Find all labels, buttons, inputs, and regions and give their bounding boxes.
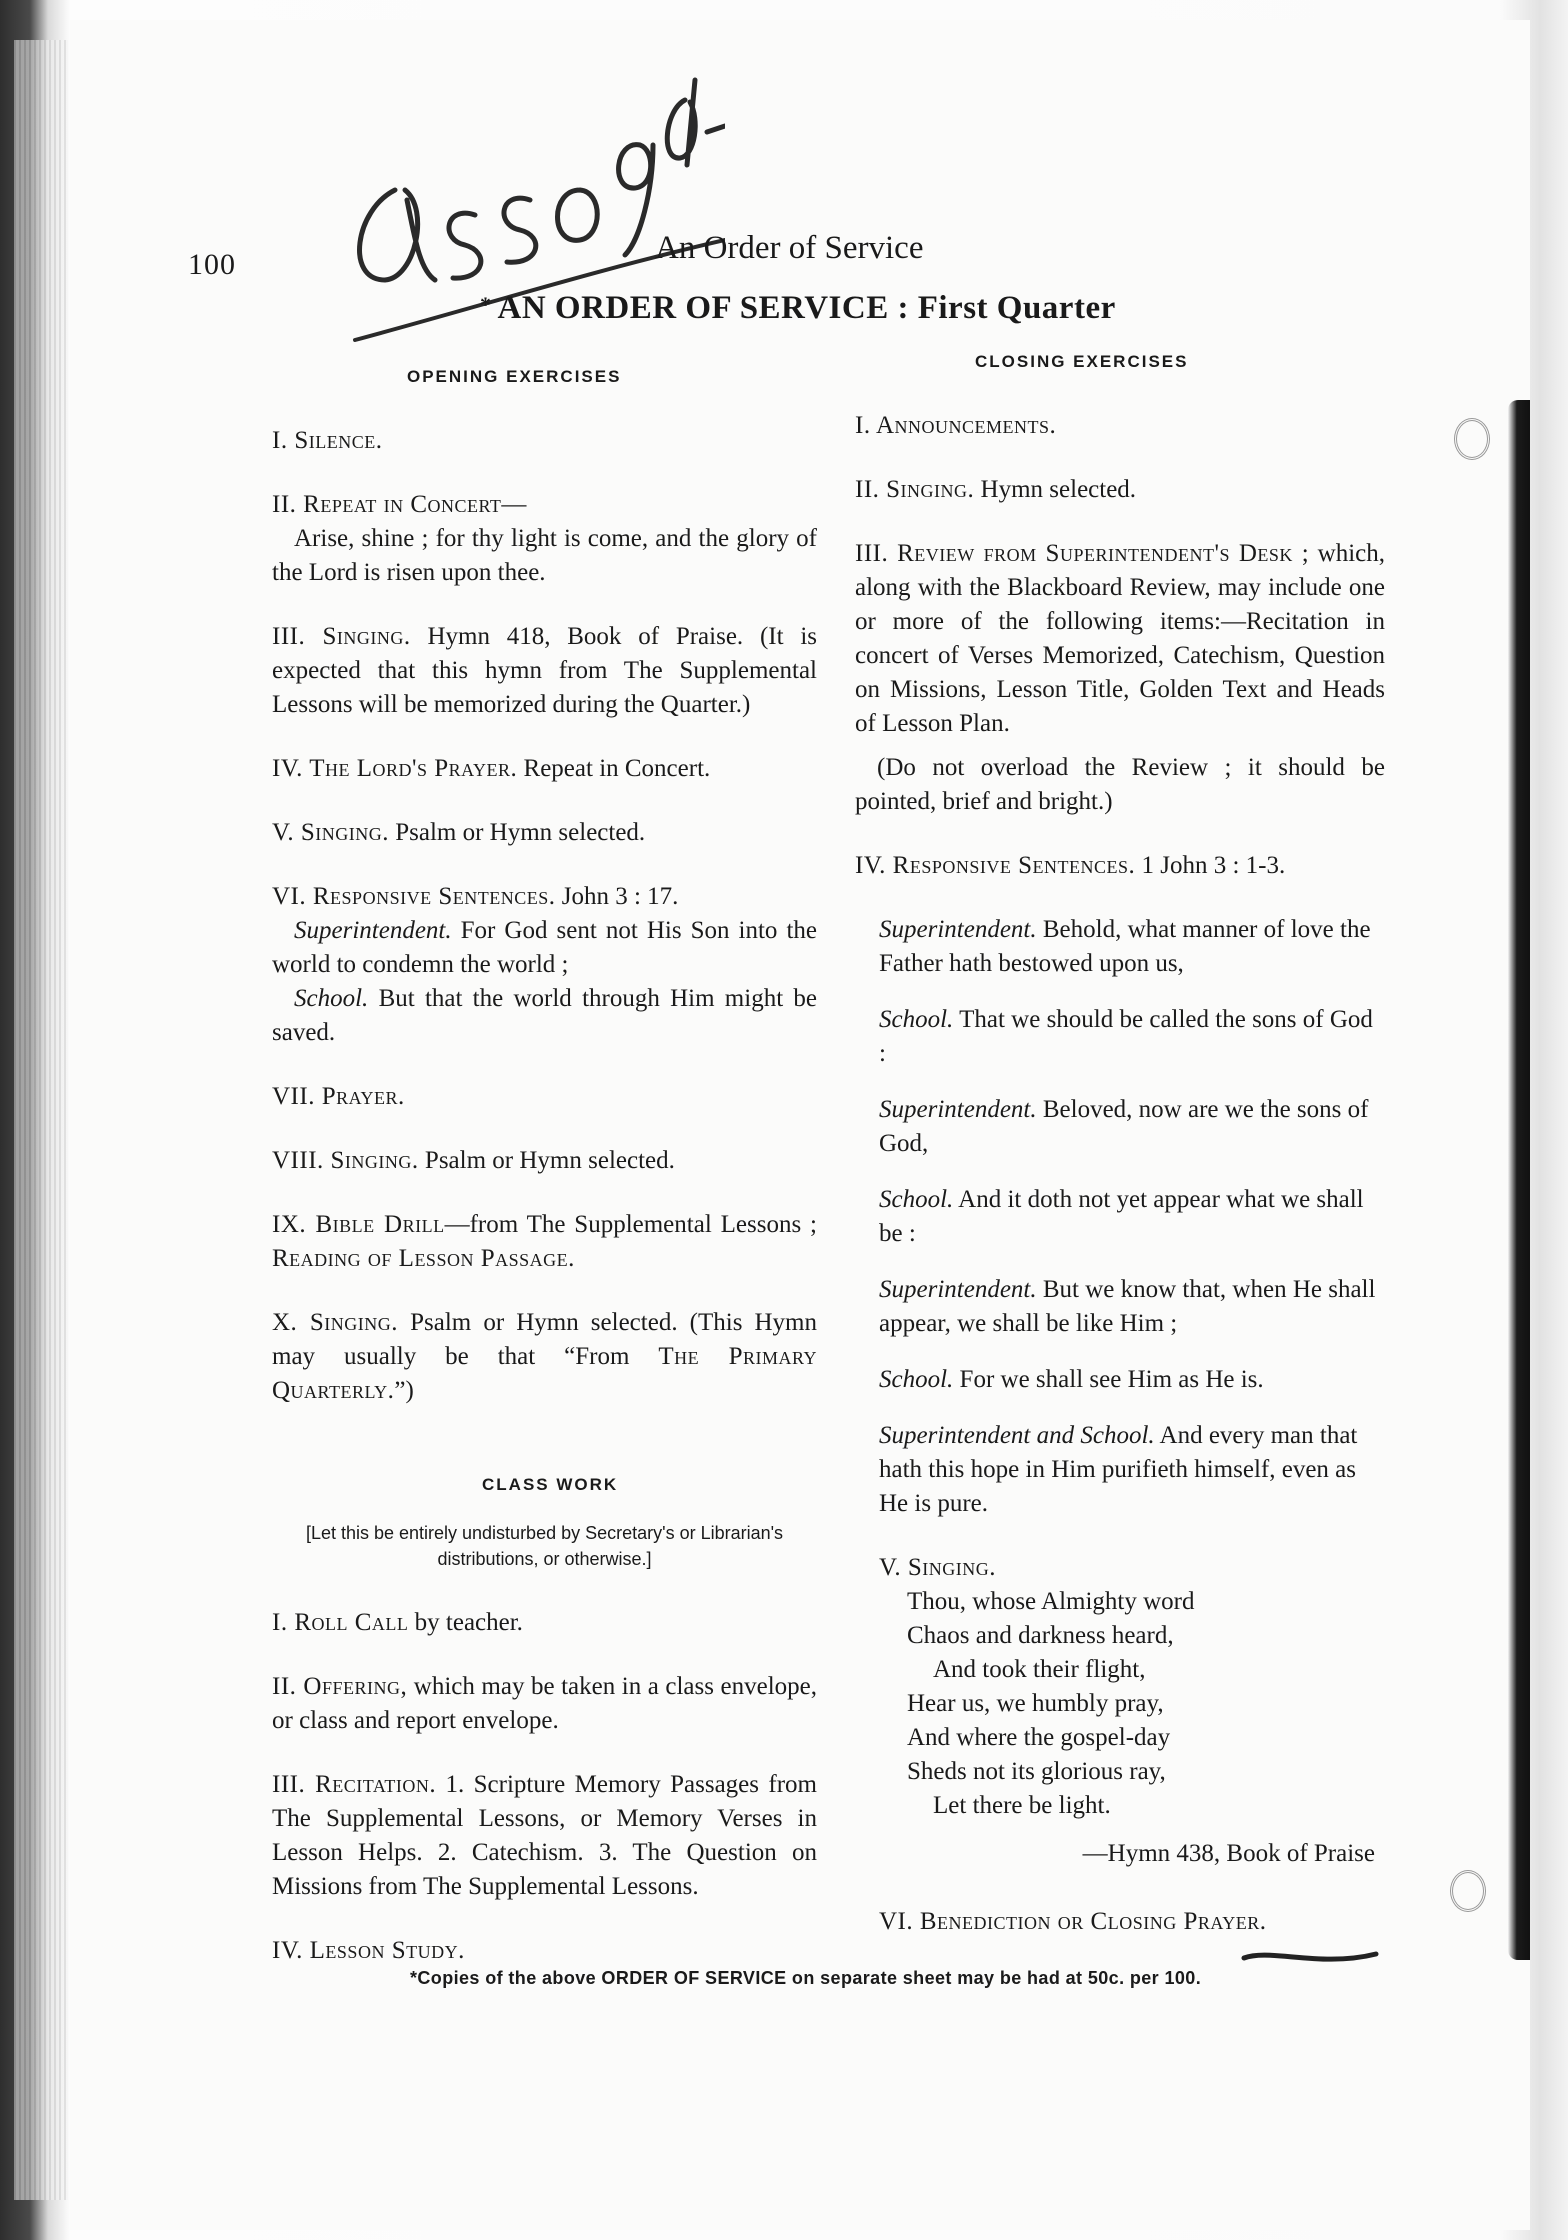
hymn-line: Thou, whose Almighty word: [907, 1588, 1195, 1615]
item-label: IV. Responsive Sentences.: [855, 852, 1136, 879]
item-label: II. Offering,: [272, 1673, 408, 1700]
opening-item-1: [272, 424, 817, 458]
item-text: Hymn 418, Book of Praise. (It is expected that this hymn from The Supplemental Lessons will be memorized during the Quarter.): [272, 623, 817, 718]
item-label: I. Silence.: [272, 427, 383, 454]
hymn-verse: [855, 1585, 1385, 1823]
response-text: For God sent not His Son into the world to condemn the world ;: [272, 917, 817, 978]
hymn-source: —Hymn 438, Book of Praise: [1082, 1840, 1375, 1867]
item-label: II. Repeat in Concert—: [272, 491, 527, 518]
classwork-item-1: [272, 1606, 817, 1640]
speaker-label: Superintendent.: [879, 1096, 1037, 1123]
item-label: III. Recitation.: [272, 1771, 437, 1798]
response-1: [855, 913, 1385, 981]
speaker-label: Superintendent.: [879, 916, 1037, 943]
speaker-label: School.: [879, 1006, 954, 1033]
title-main: AN ORDER OF SERVICE :: [497, 290, 909, 326]
opening-item-7: [272, 1080, 817, 1114]
response-text: For we shall see Him as He is.: [959, 1366, 1264, 1393]
binding-shadow: [1508, 400, 1530, 1960]
speaker-label: Superintendent and School.: [879, 1422, 1155, 1449]
classwork-item-3: [272, 1768, 817, 1904]
item-label: III. Singing.: [272, 623, 411, 650]
item-text: which, along with the Blackboard Review, may include one or more of the following items:—Recitation in concert of Verses Memorized, Catechism, Question on Missions, Lesson Title, Golden Text and Heads of Lesson Plan.: [855, 540, 1385, 737]
item-text: 1. Scripture Memory Passages from The Supplemental Lessons, or Memory Verses in Lesson Helps. 2. Catechism. 3. The Question on Missions from The Supplemental Lessons.: [272, 1771, 817, 1900]
response-6: [855, 1363, 1385, 1397]
item-text: Psalm or Hymn selected.: [395, 819, 646, 846]
opening-item-6: [272, 880, 817, 1050]
running-head: An Order of Service: [655, 230, 924, 266]
closing-item-2: [855, 473, 1385, 507]
opening-item-10: [272, 1306, 817, 1408]
opening-item-2: [272, 488, 817, 590]
response-text: But that the world through Him might be saved.: [272, 985, 817, 1046]
footnote-star: *: [480, 292, 492, 317]
item-label: III. Review from Superintendent's Desk ;: [855, 540, 1310, 567]
item-label: VIII. Singing.: [272, 1147, 419, 1174]
item-text: Hymn selected.: [980, 476, 1137, 503]
item-label: The Primary Quarterly.: [272, 1343, 817, 1404]
opening-item-3: [272, 620, 817, 722]
item-text: Psalm or Hymn selected. (This Hymn may usually be that “From: [272, 1309, 817, 1370]
closing-item-1: [855, 409, 1385, 443]
item-text: Arise, shine ; for thy light is come, and the glory of the Lord is risen upon thee.: [272, 525, 817, 586]
classwork-item-2: [272, 1670, 817, 1738]
class-work-note: [Let this be entirely undisturbed by Secretary's or Librarian's distributions, or otherwise.]: [305, 1523, 784, 1569]
punch-hole-icon: [1454, 418, 1490, 460]
hymn-line: And where the gospel-day: [907, 1724, 1171, 1751]
hymn-line: Chaos and darkness heard,: [907, 1622, 1174, 1649]
page-number: 100: [188, 248, 236, 281]
hymn-line: Hear us, we humbly pray,: [907, 1690, 1164, 1717]
opening-item-9: [272, 1208, 817, 1276]
scripture-reference: John 3 : 17.: [561, 883, 679, 910]
item-label: VI. Benediction or Closing Prayer.: [879, 1908, 1267, 1935]
speaker-label: Superintendent.: [294, 917, 452, 944]
response-text: Beloved, now are we the sons of God,: [879, 1096, 1369, 1157]
opening-item-5: [272, 816, 817, 850]
item-text: by teacher.: [414, 1609, 523, 1636]
response-text: And it doth not yet appear what we shall be :: [879, 1186, 1364, 1247]
hymn-line: Let there be light.: [933, 1792, 1111, 1819]
speaker-label: School.: [879, 1366, 954, 1393]
page-edge-stack: [14, 40, 68, 2200]
response-2: [855, 1003, 1385, 1071]
closing-item-3-note: (Do not overload the Review ; it should be pointed, brief and bright.): [855, 754, 1385, 815]
item-label: VII. Prayer.: [272, 1083, 405, 1110]
item-text: —from The Supplemental Lessons ;: [444, 1211, 817, 1238]
response-7: [855, 1419, 1385, 1521]
item-label: II. Singing.: [855, 476, 975, 503]
item-label: IX. Bible Drill: [272, 1211, 445, 1238]
footnote: *Copies of the above ORDER OF SERVICE on separate sheet may be had at 50c. per 100.: [410, 1968, 1202, 1988]
response-3: [855, 1093, 1385, 1161]
class-work-heading: CLASS WORK: [482, 1475, 619, 1494]
closing-item-6: [855, 1905, 1385, 1939]
response-4: [855, 1183, 1385, 1251]
item-label: I. Roll Call: [272, 1609, 409, 1636]
speaker-label: Superintendent.: [879, 1276, 1037, 1303]
item-label: Reading of Lesson Passage.: [272, 1245, 575, 1272]
item-text: Repeat in Concert.: [523, 755, 711, 782]
response-text: But we know that, when He shall appear, we shall be like Him ;: [879, 1276, 1376, 1337]
closing-item-3: [855, 537, 1385, 741]
closing-item-4: [855, 849, 1385, 883]
item-label: I. Announcements.: [855, 412, 1057, 439]
scripture-reference: 1 John 3 : 1-3.: [1141, 852, 1286, 879]
item-text: ”): [394, 1377, 414, 1404]
title-sub: First Quarter: [917, 290, 1116, 326]
closing-exercises-heading: CLOSING EXERCISES: [975, 352, 1189, 371]
right-column: [855, 345, 1385, 1939]
item-label: VI. Responsive Sentences.: [272, 883, 556, 910]
opening-item-8: [272, 1144, 817, 1178]
item-label: IV. Lesson Study.: [272, 1937, 465, 1964]
closing-item-5: [855, 1551, 1385, 1585]
item-label: V. Singing.: [879, 1554, 996, 1581]
item-text: which may be taken in a class envelope, or class and report envelope.: [272, 1673, 817, 1734]
classwork-item-4: [272, 1934, 817, 1968]
hymn-line: Sheds not its glorious ray,: [907, 1758, 1166, 1785]
left-column: [272, 360, 817, 1998]
speaker-label: School.: [294, 985, 369, 1012]
item-label: X. Singing.: [272, 1309, 399, 1336]
response-text: Behold, what manner of love the Father hath bestowed upon us,: [879, 916, 1371, 977]
punch-hole-icon: [1450, 1870, 1486, 1912]
item-text: Psalm or Hymn selected.: [424, 1147, 675, 1174]
response-5: [855, 1273, 1385, 1341]
hymn-line: And took their flight,: [933, 1656, 1146, 1683]
speaker-label: School.: [879, 1186, 954, 1213]
item-label: IV. The Lord's Prayer.: [272, 755, 518, 782]
item-label: V. Singing.: [272, 819, 389, 846]
response-text: That we should be called the sons of God :: [879, 1006, 1373, 1067]
page-title: [480, 290, 1116, 327]
opening-exercises-heading: OPENING EXERCISES: [407, 367, 622, 386]
response-text: And every man that hath this hope in Him purifieth himself, even as He is pure.: [879, 1422, 1358, 1517]
opening-item-4: [272, 752, 817, 786]
pen-stroke-annotation: [1240, 1944, 1380, 1976]
